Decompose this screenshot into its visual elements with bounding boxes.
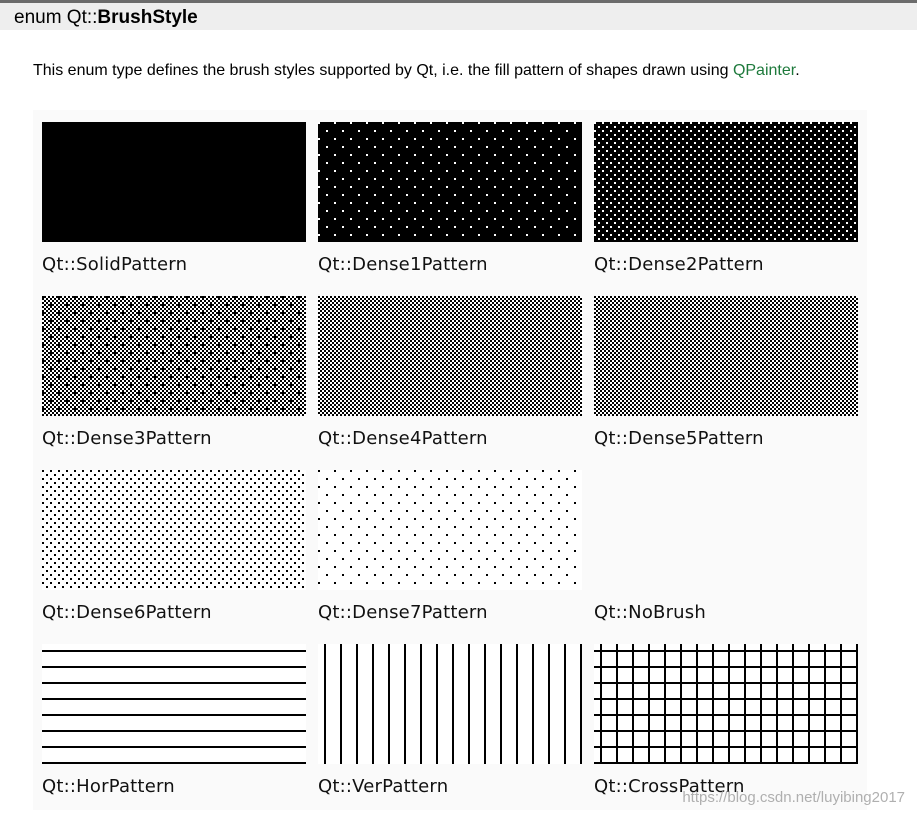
pattern-hor bbox=[42, 644, 306, 818]
heading-bar bbox=[0, 3, 917, 30]
swatch-hor bbox=[42, 644, 306, 764]
dense2-pattern-graphic bbox=[594, 122, 858, 242]
pattern-label: Qt::Dense2Pattern bbox=[594, 254, 764, 275]
pattern-dense6 bbox=[42, 470, 306, 644]
swatch-nobrush bbox=[594, 470, 858, 590]
pattern-dense4 bbox=[318, 296, 582, 470]
swatch-solid bbox=[42, 122, 306, 242]
swatch-dense3 bbox=[42, 296, 306, 416]
pattern-label: Qt::Dense5Pattern bbox=[594, 428, 764, 449]
dense3-pattern-graphic bbox=[42, 296, 306, 416]
cross-pattern-graphic bbox=[594, 644, 858, 764]
pattern-dense1 bbox=[318, 122, 582, 296]
pattern-label: Qt::Dense4Pattern bbox=[318, 428, 488, 449]
pattern-dense2 bbox=[594, 122, 858, 296]
description-text: This enum type defines the brush styles supported by Qt, i.e. the fill pattern of shapes drawn using bbox=[33, 62, 733, 79]
dense6-pattern-graphic bbox=[42, 470, 306, 590]
swatch-cross bbox=[594, 644, 858, 764]
pattern-label: Qt::NoBrush bbox=[594, 602, 706, 623]
dense1-pattern-graphic bbox=[318, 122, 582, 242]
pattern-label: Qt::VerPattern bbox=[318, 776, 449, 797]
dense4-pattern-graphic bbox=[318, 296, 582, 416]
pattern-dense7 bbox=[318, 470, 582, 644]
pattern-label: Qt::SolidPattern bbox=[42, 254, 188, 275]
swatch-dense1 bbox=[318, 122, 582, 242]
pattern-label: Qt::Dense3Pattern bbox=[42, 428, 212, 449]
enum-heading-name: BrushStyle bbox=[97, 7, 198, 28]
qpainter-link[interactable]: QPainter bbox=[732, 62, 796, 79]
pattern-dense3 bbox=[42, 296, 306, 470]
swatch-ver bbox=[318, 644, 582, 764]
ver-pattern-graphic bbox=[318, 644, 582, 764]
pattern-label: Qt::CrossPattern bbox=[594, 776, 745, 797]
dense7-pattern-graphic bbox=[318, 470, 582, 590]
hor-pattern-graphic bbox=[42, 644, 306, 764]
swatch-dense4 bbox=[318, 296, 582, 416]
pattern-ver bbox=[318, 644, 582, 818]
pattern-nobrush bbox=[594, 470, 858, 644]
enum-description bbox=[33, 61, 800, 81]
enum-heading-prefix: enum Qt:: bbox=[14, 7, 98, 28]
watermark: https://blog.csdn.net/luyibing2017 bbox=[682, 789, 905, 806]
pattern-label: Qt::Dense7Pattern bbox=[318, 602, 488, 623]
swatch-dense7 bbox=[318, 470, 582, 590]
description-suffix: . bbox=[795, 62, 800, 79]
pattern-label: Qt::Dense1Pattern bbox=[318, 254, 488, 275]
swatch-dense6 bbox=[42, 470, 306, 590]
pattern-label: Qt::Dense6Pattern bbox=[42, 602, 212, 623]
brush-style-gallery bbox=[33, 110, 867, 810]
solid-pattern-graphic bbox=[42, 122, 306, 242]
pattern-solid bbox=[42, 122, 306, 296]
pattern-label: Qt::HorPattern bbox=[42, 776, 175, 797]
swatch-dense5 bbox=[594, 296, 858, 416]
swatch-dense2 bbox=[594, 122, 858, 242]
enum-heading bbox=[14, 8, 198, 28]
pattern-dense5 bbox=[594, 296, 858, 470]
dense5-pattern-graphic bbox=[594, 296, 858, 416]
